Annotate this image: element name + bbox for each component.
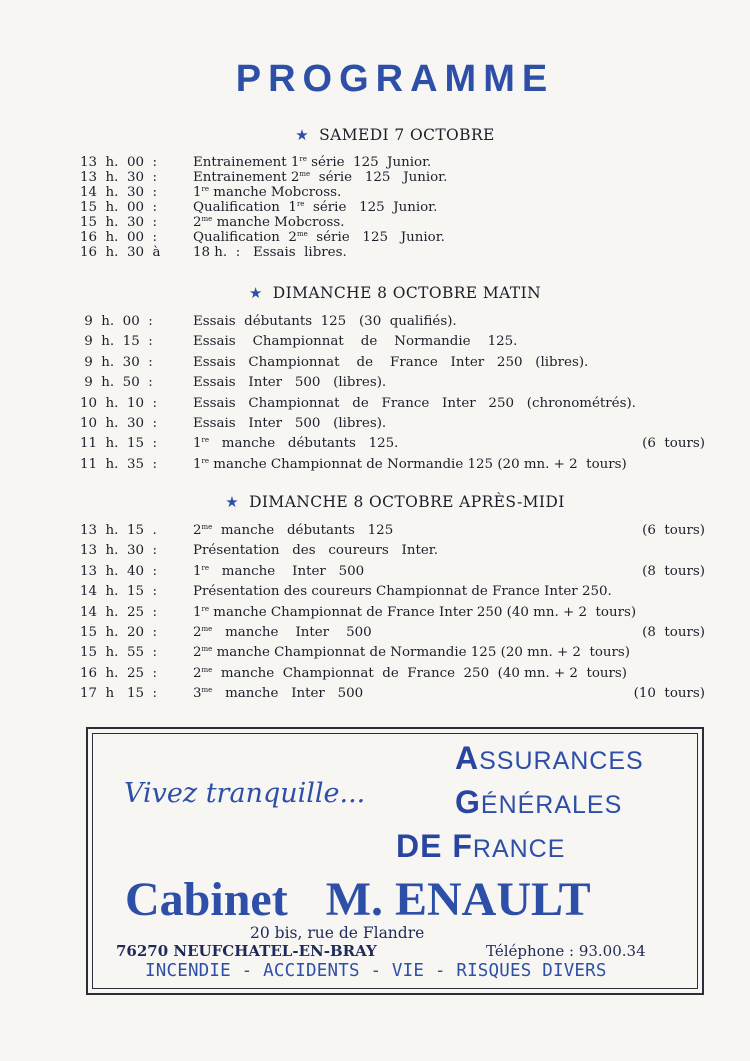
schedule-event: $2^{me}$ manche Championnat de France 250 (40 mn. + 2 tours) <box>193 665 628 681</box>
schedule-event: Essais Championnat de Normandie 125. <box>193 334 518 350</box>
schedule-event: $2^{me}$ manche Championnat de Normandie 125 (20 mn. + 2 tours) <box>193 645 631 661</box>
schedule-row <box>80 230 710 245</box>
schedule-saturday <box>80 155 710 260</box>
schedule-row <box>80 562 710 582</box>
schedule-row <box>80 541 710 561</box>
schedule-sunday-afternoon <box>80 521 710 705</box>
schedule-time: 15 h. 20 : <box>80 624 158 640</box>
schedule-event: Essais Inter 500 (libres). <box>193 415 387 431</box>
schedule-time: 13 h. 40 : <box>80 563 158 579</box>
schedule-event: Entrainement 1re série 125 Junior. <box>193 155 432 170</box>
schedule-time: 14 h. 25 : <box>80 604 158 620</box>
schedule-row <box>80 643 710 663</box>
brand-line-3: DE FRANCE <box>396 828 566 864</box>
schedule-event: 18 h. : Essais libres. <box>193 245 347 260</box>
schedule-event: 1re manche Championnat de Normandie 125 (20 mn. + 2 tours) <box>193 456 627 472</box>
schedule-sunday-morning <box>80 312 710 475</box>
schedule-row <box>80 521 710 541</box>
schedule-time: 13 h. 00 : <box>80 155 158 170</box>
schedule-time: 10 h. 30 : <box>80 415 158 431</box>
schedule-time: 16 h. 30 à <box>80 245 161 260</box>
schedule-row <box>80 200 710 215</box>
schedule-time: 11 h. 35 : <box>80 456 158 472</box>
schedule-row <box>80 170 710 185</box>
schedule-event: Qualification $2^{me}$ série 125 Junior. <box>193 230 445 245</box>
schedule-row <box>80 623 710 643</box>
section-heading-sunday-morning: ★ DIMANCHE 8 OCTOBRE MATIN <box>248 284 542 302</box>
schedule-event: $2^{me}$ manche Mobcross. <box>193 215 345 230</box>
city: 76270 NEUFCHATEL-EN-BRAY <box>116 942 377 960</box>
schedule-event: Essais Championnat de France Inter 250 (libres). <box>193 354 589 370</box>
schedule-time: 9 h. 15 : <box>80 334 153 350</box>
schedule-event: 1re manche Inter 500 <box>193 563 365 579</box>
schedule-time: 15 h. 00 : <box>80 200 158 215</box>
schedule-laps: (10 tours) <box>633 686 705 702</box>
schedule-time: 11 h. 15 : <box>80 436 158 452</box>
schedule-row <box>80 684 710 704</box>
schedule-row <box>80 215 710 230</box>
schedule-time: 14 h. 30 : <box>80 185 158 200</box>
insurance-risks: INCENDIE - ACCIDENTS - VIE - RISQUES DIVERS <box>145 961 607 981</box>
schedule-row <box>80 155 710 170</box>
schedule-time: 17 h 15 : <box>80 686 158 702</box>
star-icon: ★ <box>248 284 263 302</box>
schedule-time: 13 h. 30 : <box>80 543 158 559</box>
brand-line-2: GÉNÉRALES <box>455 784 623 820</box>
schedule-laps: (6 tours) <box>642 523 705 538</box>
schedule-time: 9 h. 30 : <box>80 354 153 370</box>
section-heading-saturday: ★ SAMEDI 7 OCTOBRE <box>295 126 495 144</box>
schedule-event: $3^{me}$ manche Inter 500 <box>193 686 364 702</box>
schedule-row <box>80 185 710 200</box>
schedule-row <box>80 245 710 260</box>
agent-name: Cabinet M. ENAULT <box>125 873 591 926</box>
schedule-event: Qualification 1re série 125 Junior. <box>193 200 438 215</box>
schedule-time: 9 h. 00 : <box>80 314 153 329</box>
schedule-time: 16 h. 25 : <box>80 665 158 681</box>
schedule-laps: (6 tours) <box>642 436 705 452</box>
schedule-time: 13 h. 30 : <box>80 170 158 185</box>
schedule-event: 1re manche débutants 125. <box>193 436 399 452</box>
schedule-row <box>80 664 710 684</box>
page-title: PROGRAMME <box>235 58 555 100</box>
schedule-event: Entrainement $2^{me}$ série 125 Junior. <box>193 170 448 185</box>
schedule-event: 1re manche Mobcross. <box>193 185 342 200</box>
phone: Téléphone : 93.00.34 <box>486 942 646 960</box>
schedule-event: Essais Inter 500 (libres). <box>193 375 387 391</box>
schedule-event: Essais Championnat de France Inter 250 (chronométrés). <box>193 395 636 411</box>
schedule-event: Présentation des coureurs Inter. <box>193 543 438 559</box>
star-icon: ★ <box>225 493 240 511</box>
slogan: Vivez tranquille... <box>124 778 366 809</box>
schedule-time: 15 h. 55 : <box>80 645 158 661</box>
schedule-event: $2^{me}$ manche débutants 125 <box>193 523 394 538</box>
schedule-event: Présentation des coureurs Championnat de France Inter 250. <box>193 584 612 600</box>
schedule-time: 15 h. 30 : <box>80 215 158 230</box>
brand-line-1: ASSURANCES <box>455 740 644 776</box>
schedule-row <box>80 312 710 332</box>
schedule-row <box>80 373 710 393</box>
schedule-row <box>80 603 710 623</box>
schedule-row <box>80 582 710 602</box>
schedule-event: $2^{me}$ manche Inter 500 <box>193 624 372 640</box>
schedule-time: 14 h. 15 : <box>80 584 158 600</box>
star-icon: ★ <box>295 126 310 144</box>
schedule-row <box>80 455 710 475</box>
schedule-row <box>80 434 710 454</box>
schedule-time: 10 h. 10 : <box>80 395 158 411</box>
schedule-row <box>80 394 710 414</box>
schedule-time: 13 h. 15 . <box>80 523 157 538</box>
schedule-row <box>80 414 710 434</box>
schedule-row <box>80 332 710 352</box>
schedule-row <box>80 353 710 373</box>
schedule-event: Essais débutants 125 (30 qualifiés). <box>193 314 457 329</box>
schedule-time: 9 h. 50 : <box>80 375 153 391</box>
schedule-laps: (8 tours) <box>642 563 705 579</box>
section-heading-sunday-afternoon: ★ DIMANCHE 8 OCTOBRE APRÈS-MIDI <box>225 493 565 511</box>
address: 20 bis, rue de Flandre <box>250 924 425 942</box>
schedule-laps: (8 tours) <box>642 624 705 640</box>
schedule-time: 16 h. 00 : <box>80 230 158 245</box>
schedule-event: 1re manche Championnat de France Inter 250 (40 mn. + 2 tours) <box>193 604 637 620</box>
